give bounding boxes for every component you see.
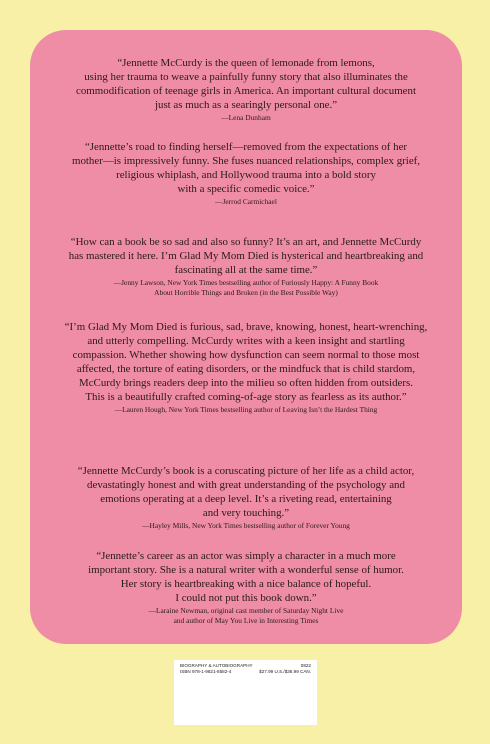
blurb-text: “How can a book be so sad and also so funny? It’s an art, and Jennette McCurdy has mastered it here. I’m Glad My Mom Died is hysterical and heartbreaking and fascinating all at the same time.” [68, 236, 424, 276]
blurb-attribution: —Jenny Lawson, New York Times bestselling author of Furiously Happy: A Funny Book [113, 278, 379, 287]
barcode-box [174, 660, 317, 725]
blurb-attribution: —Jerrod Carmichael [215, 197, 277, 206]
blurb-text: “Jennette McCurdy’s book is a coruscating picture of her life as a child actor, devastatingly honest and with great understanding of the psychology and emotions operating at a deep level. It’s a riveting read, entertaining and very touching.” [77, 465, 415, 519]
blurb-jerrod-carmichael [40, 140, 452, 207]
blurb-lauren-hough [40, 320, 452, 415]
barcode-isbn: ISBN 978-1-9821-8582-4 [180, 669, 232, 674]
blurb-lena-dunham [40, 56, 452, 123]
blurb-text: “Jennette’s road to finding herself—removed from the expectations of her mother—is impressively funny. She fuses nuanced relationships, complex grief, religious whiplash, and Hollywood trauma into a bold story with a specific comedic voice.” [71, 141, 421, 195]
barcode-isbn-row [180, 669, 311, 675]
blurb-jenny-lawson [40, 235, 452, 298]
blurb-text: “I’m Glad My Mom Died is furious, sad, brave, knowing, honest, heart-wrenching, and utterly compelling. McCurdy writes with a keen insight and startling compassion. Whether showing how dysfunction can seem normal to those most affected, the torture of eating disorders, or the mindfuck that is child stardom, McCurdy brings readers deep into the milieu so often hidden from outsiders. This is a beautifully crafted coming-of-age story as fearless as its author.” [64, 321, 428, 403]
blurb-attribution: —Laraine Newman, original cast member of Saturday Night Live [148, 606, 344, 615]
barcode-category: BIOGRAPHY & AUTOBIOGRAPHY [180, 663, 253, 668]
barcode-code: 0822 [300, 663, 311, 668]
barcode-price: $27.99 U.S./$36.99 CAN. [259, 669, 311, 674]
blurb-panel [30, 30, 462, 644]
blurb-hayley-mills [40, 464, 452, 531]
blurb-text: “Jennette’s career as an actor was simply a character in a much more important story. She is a natural writer with a wonderful sense of humor. Her story is heartbreaking with a nice balance of hopeful. I could not put this book down.” [88, 550, 404, 604]
blurb-attribution: —Hayley Mills, New York Times bestselling author of Forever Young [142, 521, 350, 530]
blurb-attribution: —Lauren Hough, New York Times bestselling author of Leaving Isn’t the Hardest Thing [114, 405, 378, 414]
blurb-laraine-newman [40, 549, 452, 626]
blurb-attribution-line-2: About Horrible Things and Broken (in the Best Possible Way) [154, 288, 338, 297]
blurb-text: “Jennette McCurdy is the queen of lemonade from lemons, using her trauma to weave a painfully funny story that also illuminates the commodification of teenage girls in America. An important cultural document just as much as a searingly personal one.” [76, 57, 416, 111]
blurb-attribution-line-2: and author of May You Live in Interesting Times [173, 616, 319, 625]
blurb-attribution: —Lena Dunham [221, 113, 271, 122]
